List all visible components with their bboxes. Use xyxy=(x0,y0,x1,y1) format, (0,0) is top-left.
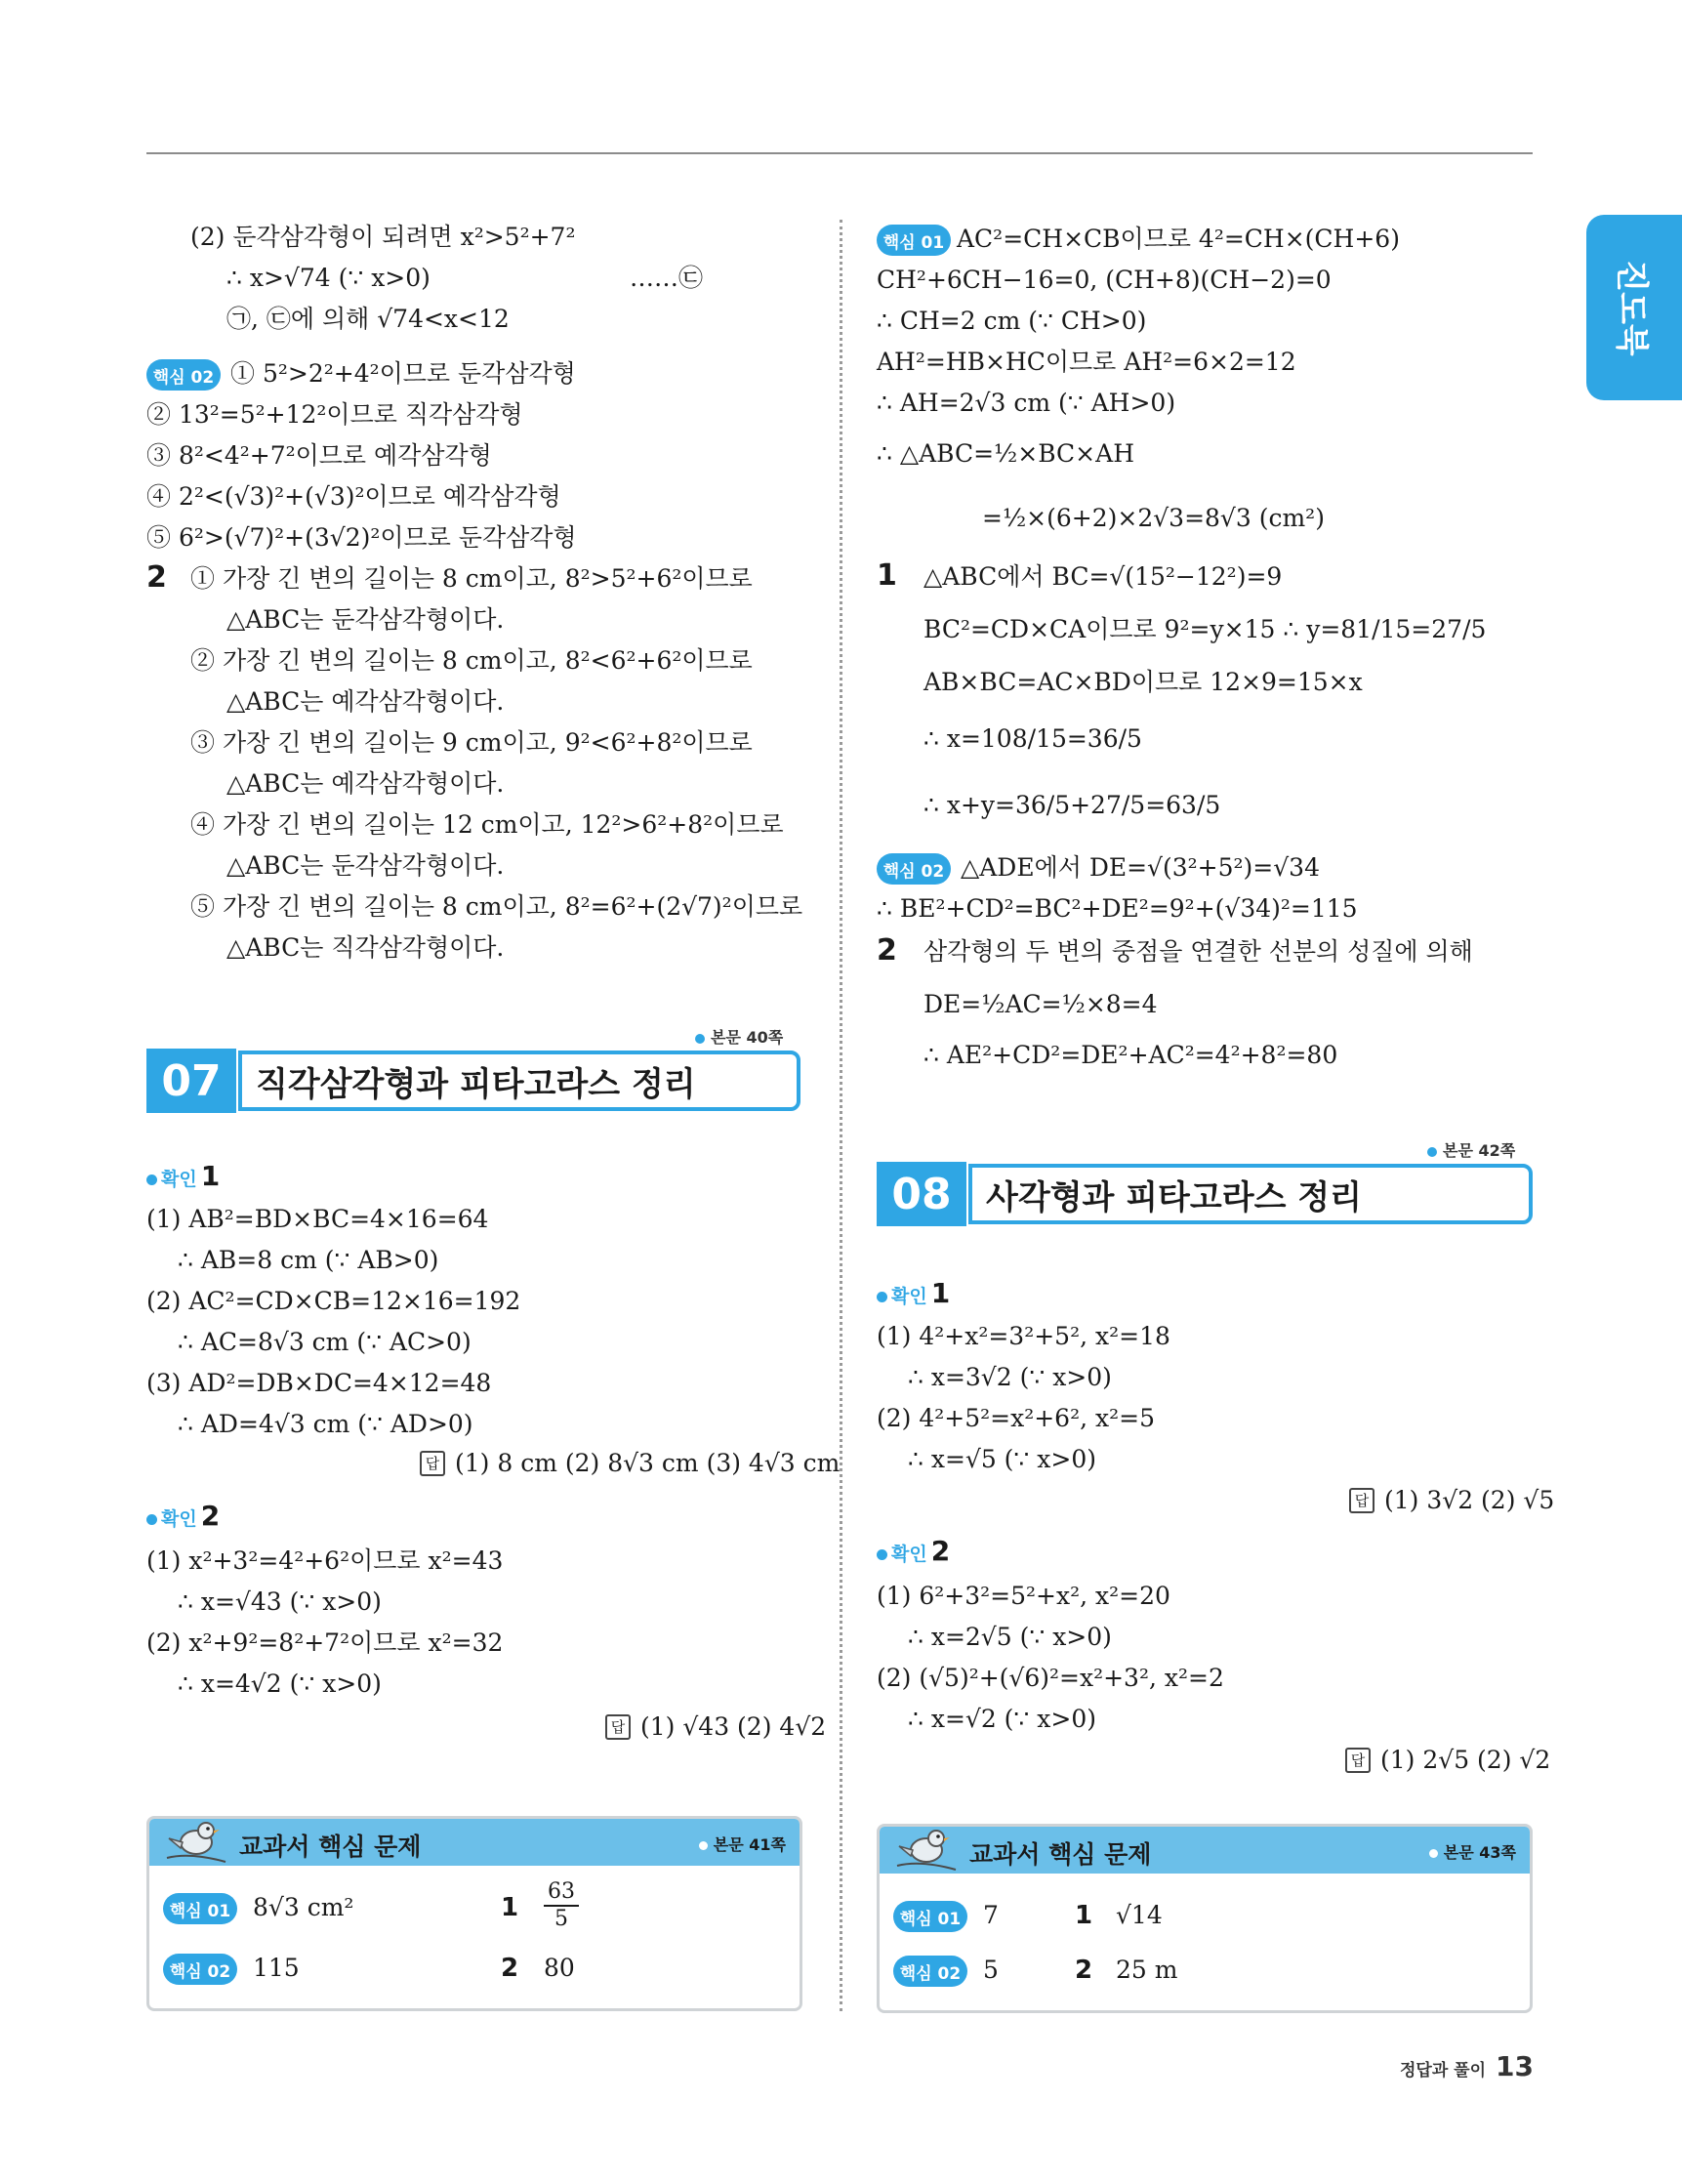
text-line: (1) 4²+x²=3²+5², x²=18 xyxy=(877,1322,1170,1350)
side-tab-label: 진도북 xyxy=(1611,259,1651,356)
text-line: ② 가장 긴 변의 길이는 8 cm이고, 8²<6²+6²이므로 xyxy=(190,646,753,675)
text-line: 삼각형의 두 변의 중점을 연결한 선분의 성질에 의해 xyxy=(923,937,1473,966)
page-reference: 본문 43쪽 xyxy=(1429,1840,1516,1863)
answer xyxy=(605,1712,826,1741)
page-footer xyxy=(1400,2050,1534,2082)
text-line: ④ 2²<(√3)²+(√3)²이므로 예각삼각형 xyxy=(146,482,561,511)
text-line: ③ 가장 긴 변의 길이는 9 cm이고, 9²<6²+8²이므로 xyxy=(190,728,753,757)
fraction-numerator: 63 xyxy=(544,1879,579,1907)
text-line: (2) x²+9²=8²+7²이므로 x²=32 xyxy=(146,1628,504,1657)
text-line: (1) AB²=BD×BC=4×16=64 xyxy=(146,1205,489,1233)
text-line: ∴ x=4√2 (∵ x>0) xyxy=(178,1669,382,1698)
bird-icon xyxy=(891,1824,962,1877)
text-line: ∴ AC=8√3 cm (∵ AC>0) xyxy=(178,1328,472,1356)
question-number: 2 xyxy=(146,560,167,595)
core-badge: 핵심 02 xyxy=(163,1954,237,1985)
answer xyxy=(420,1449,840,1477)
textbook-core-problems xyxy=(877,1824,1533,2013)
question-number: 2 xyxy=(877,933,897,968)
check-label: 확인 xyxy=(161,1508,197,1530)
text-line: △ABC는 직각삼각형이다. xyxy=(226,933,505,962)
page-reference: 본문 42쪽 xyxy=(1427,1138,1515,1161)
text-line: ∴ AH=2√3 cm (∵ AH>0) xyxy=(877,389,1176,417)
answer-text: (1) 8 cm (2) 8√3 cm (3) 4√3 cm xyxy=(455,1449,841,1477)
page-reference: 본문 40쪽 xyxy=(695,1025,783,1048)
text-line: △ABC에서 BC=√(15²−12²)=9 xyxy=(923,562,1283,591)
text-line: AH²=HB×HC이므로 AH²=6×2=12 xyxy=(877,348,1296,376)
fraction-denominator: 5 xyxy=(554,1907,568,1931)
answer-value: 8√3 cm² xyxy=(253,1893,354,1921)
answer-text: (1) 3√2 (2) √5 xyxy=(1384,1486,1555,1514)
column-divider xyxy=(840,220,842,2011)
section-number: 08 xyxy=(877,1162,966,1226)
text-line: ∴ BE²+CD²=BC²+DE²=9²+(√34)²=115 xyxy=(877,894,1358,923)
text-line: (3) AD²=DB×DC=4×12=48 xyxy=(146,1369,492,1397)
core-badge: 핵심 02 xyxy=(146,359,221,391)
text-line: ① 가장 긴 변의 길이는 8 cm이고, 8²>5²+6²이므로 xyxy=(190,564,753,593)
check-label: 확인 xyxy=(891,1286,927,1307)
core-badge: 핵심 02 xyxy=(877,853,951,885)
text-line: ∴ AB=8 cm (∵ AB>0) xyxy=(178,1246,439,1274)
fraction xyxy=(544,1879,579,1932)
answer xyxy=(1345,1746,1550,1774)
top-rule xyxy=(146,152,1533,154)
answer-value: 5 xyxy=(983,1956,999,1984)
check-label: 확인 xyxy=(161,1169,197,1190)
text-line: ∴ x=2√5 (∵ x>0) xyxy=(908,1623,1112,1651)
text-line: ∴ x=3√2 (∵ x>0) xyxy=(908,1363,1112,1391)
answer-value: 80 xyxy=(544,1954,575,1982)
answer xyxy=(1349,1486,1554,1514)
check-number: 2 xyxy=(930,1535,951,1567)
text-line: ① 5²>2²+4²이므로 둔각삼각형 xyxy=(230,359,576,388)
check-label: 확인 xyxy=(891,1544,927,1565)
text-line: ③ 8²<4²+7²이므로 예각삼각형 xyxy=(146,441,492,470)
text-line: ∴ x=108/15=36/5 xyxy=(923,724,1142,753)
text-line: (2) (√5)²+(√6)²=x²+3², x²=2 xyxy=(877,1664,1224,1692)
text-line: ∴ AD=4√3 cm (∵ AD>0) xyxy=(178,1410,473,1438)
text-line: ㉠, ㉢에 의해 √74<x<12 xyxy=(226,305,510,333)
answer-value: √14 xyxy=(1116,1901,1163,1929)
check-number: 1 xyxy=(200,1160,221,1192)
text-line: ∴ AE²+CD²=DE²+AC²=4²+8²=80 xyxy=(923,1041,1338,1069)
page-number: 13 xyxy=(1496,2050,1534,2082)
check-heading xyxy=(146,1500,220,1532)
text-line: =½×(6+2)×2√3=8√3 (cm²) xyxy=(982,504,1325,532)
text-line: △ABC는 예각삼각형이다. xyxy=(226,687,505,716)
textbook-header xyxy=(880,1827,1530,1874)
text-line: DE=½AC=½×8=4 xyxy=(923,990,1158,1018)
text-line: △ADE에서 DE=√(3²+5²)=√34 xyxy=(961,853,1320,882)
question-number: 1 xyxy=(501,1893,519,1922)
text-line: ∴ x=√43 (∵ x>0) xyxy=(178,1587,382,1616)
text-line: ∴ x+y=36/5+27/5=63/5 xyxy=(923,791,1221,819)
core-badge: 핵심 01 xyxy=(877,225,951,256)
text-line: (1) 6²+3²=5²+x², x²=20 xyxy=(877,1582,1170,1610)
core-badge: 핵심 02 xyxy=(893,1956,967,1987)
question-number: 2 xyxy=(1075,1956,1093,1985)
text-line: ∴ x=√5 (∵ x>0) xyxy=(908,1445,1096,1473)
text-line: (2) AC²=CD×CB=12×16=192 xyxy=(146,1287,521,1315)
footer-label: 정답과 풀이 xyxy=(1400,2061,1487,2081)
bird-icon xyxy=(161,1816,231,1870)
question-number: 2 xyxy=(501,1954,519,1983)
text-line: △ABC는 둔각삼각형이다. xyxy=(226,605,505,634)
text-line: ⑤ 6²>(√7)²+(3√2)²이므로 둔각삼각형 xyxy=(146,523,577,552)
answer-icon: 답 xyxy=(1345,1748,1371,1773)
answer-value: 25 m xyxy=(1116,1956,1178,1984)
answer-text: (1) 2√5 (2) √2 xyxy=(1380,1746,1551,1774)
section-number: 07 xyxy=(146,1049,236,1113)
answer-icon: 답 xyxy=(605,1714,631,1740)
answer-icon: 답 xyxy=(420,1451,445,1476)
text-line: BC²=CD×CA이므로 9²=y×15 ∴ y=81/15=27/5 xyxy=(923,615,1487,643)
text-line: ∴ x>√74 (∵ x>0) xyxy=(226,264,431,292)
text-line: (2) 둔각삼각형이 되려면 x²>5²+7² xyxy=(190,223,576,251)
text-line: ……㉢ xyxy=(630,264,704,292)
section-title: 사각형과 피타고라스 정리 xyxy=(968,1164,1533,1224)
page-reference: 본문 41쪽 xyxy=(699,1833,786,1855)
text-line: ∴ △ABC=½×BC×AH xyxy=(877,439,1134,468)
text-line: ∴ x=√2 (∵ x>0) xyxy=(908,1705,1096,1733)
answer-icon: 답 xyxy=(1349,1488,1374,1513)
text-line: AB×BC=AC×BD이므로 12×9=15×x xyxy=(923,668,1363,696)
textbook-title: 교과서 핵심 문제 xyxy=(239,1833,422,1861)
question-number: 1 xyxy=(877,558,897,593)
check-heading xyxy=(877,1277,950,1309)
text-line: CH²+6CH−16=0, (CH+8)(CH−2)=0 xyxy=(877,266,1332,294)
check-heading xyxy=(146,1160,220,1192)
text-line: AC²=CH×CB이므로 4²=CH×(CH+6) xyxy=(957,225,1400,253)
section-title: 직각삼각형과 피타고라스 정리 xyxy=(238,1051,800,1111)
answer-value: 115 xyxy=(253,1954,300,1982)
text-line: ∴ CH=2 cm (∵ CH>0) xyxy=(877,307,1147,335)
text-line: (2) 4²+5²=x²+6², x²=5 xyxy=(877,1404,1155,1432)
text-line: (1) x²+3²=4²+6²이므로 x²=43 xyxy=(146,1546,504,1575)
check-heading xyxy=(877,1535,950,1567)
text-line: ⑤ 가장 긴 변의 길이는 8 cm이고, 8²=6²+(2√7)²이므로 xyxy=(190,892,803,921)
text-line: △ABC는 예각삼각형이다. xyxy=(226,769,505,798)
check-number: 1 xyxy=(930,1277,951,1309)
textbook-header xyxy=(149,1819,800,1866)
answer-value: 7 xyxy=(983,1901,999,1929)
core-badge: 핵심 01 xyxy=(893,1901,967,1932)
check-number: 2 xyxy=(200,1500,221,1532)
textbook-core-problems xyxy=(146,1816,802,2011)
textbook-title: 교과서 핵심 문제 xyxy=(969,1840,1152,1869)
answer-text: (1) √43 (2) 4√2 xyxy=(640,1712,827,1741)
text-line: ④ 가장 긴 변의 길이는 12 cm이고, 12²>6²+8²이므로 xyxy=(190,810,784,839)
side-tab[interactable] xyxy=(1586,215,1682,400)
core-badge: 핵심 01 xyxy=(163,1893,237,1924)
question-number: 1 xyxy=(1075,1901,1093,1930)
text-line: ② 13²=5²+12²이므로 직각삼각형 xyxy=(146,400,523,429)
text-line: △ABC는 둔각삼각형이다. xyxy=(226,851,505,880)
